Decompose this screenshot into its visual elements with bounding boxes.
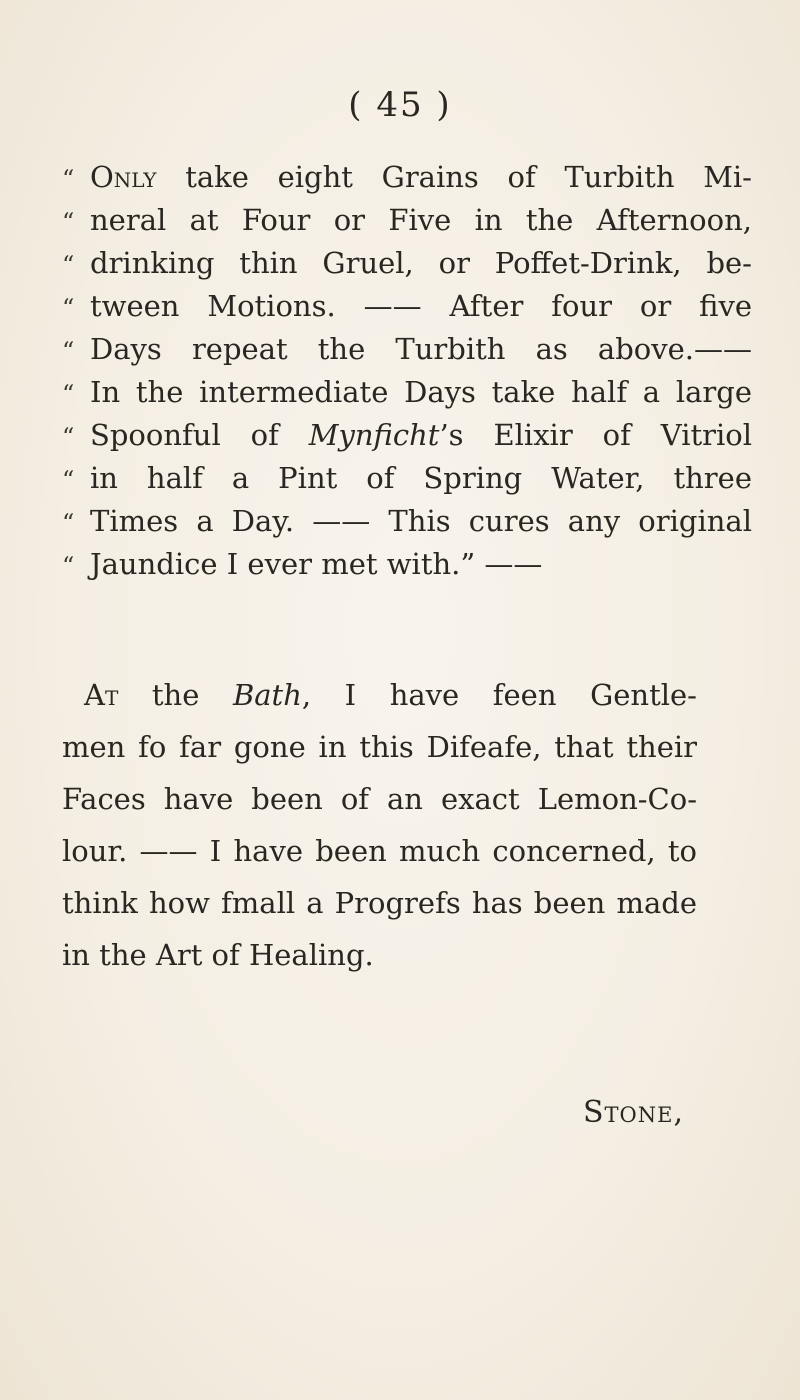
para-line-6: in the Art of Healing. <box>62 938 374 972</box>
para-line-2: men fo far gone in this Difeafe, that their <box>62 730 697 764</box>
quoted-prescription <box>62 160 752 590</box>
catchword: Stone, <box>583 1095 685 1130</box>
quote-line-7: “ Spoonful of Mynficht’s Elixir of Vitriol <box>62 418 752 452</box>
quote-mark: “ <box>62 165 75 193</box>
place-italic: Bath <box>232 678 302 712</box>
quote-line-9: “ Times a Day. —— This cures any original <box>62 504 752 538</box>
quote-line-3: “ drinking thin Gruel, or Poffet-Drink, be- <box>62 246 752 280</box>
quote-line-10: “ Jaundice I ever met with.” —— <box>62 547 543 581</box>
para-line-3: Faces have been of an exact Lemon-Co- <box>62 782 697 816</box>
page-number: ( 45 ) <box>348 85 452 125</box>
drop-word: At <box>84 678 119 712</box>
quote-line-4: “ tween Motions. —— After four or five <box>62 289 752 323</box>
body-paragraph <box>62 678 697 990</box>
quote-line-1: “ Only take eight Grains of Turbith Mi- <box>62 160 752 194</box>
name-italic: Mynficht <box>308 418 440 452</box>
para-line-1: At the Bath, I have feen Gentle- <box>84 678 697 712</box>
para-line-5: think how fmall a Progrefs has been made <box>62 886 697 920</box>
drop-word: Only <box>90 160 157 194</box>
quote-line-8: “ in half a Pint of Spring Water, three <box>62 461 752 495</box>
para-line-4: lour. —— I have been much concerned, to <box>62 834 697 868</box>
quote-line-6: “ In the intermediate Days take half a large <box>62 375 752 409</box>
quote-line-2: “ neral at Four or Five in the Afternoon, <box>62 203 752 237</box>
quote-line-5: “ Days repeat the Turbith as above.—— <box>62 332 752 366</box>
